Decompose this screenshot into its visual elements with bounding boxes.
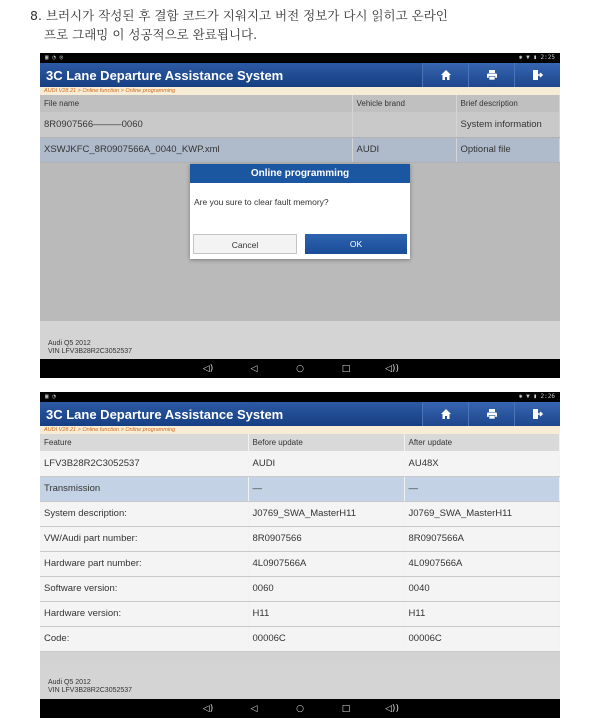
volume-down-icon[interactable]: ◁) bbox=[202, 703, 214, 714]
status-icons-left: ▣ ◔ ◎ bbox=[45, 54, 64, 61]
back-icon[interactable]: ◁ bbox=[250, 703, 258, 714]
vehicle-vin: VIN LFV3B28R2C3052537 bbox=[48, 687, 133, 694]
column-header-feature: Feature bbox=[40, 434, 248, 451]
android-nav-bar bbox=[40, 359, 560, 378]
page-title: 3C Lane Departure Assistance System bbox=[46, 406, 284, 422]
table-row bbox=[40, 501, 560, 526]
home-button[interactable] bbox=[422, 402, 468, 426]
table-row bbox=[40, 451, 560, 476]
cell-before: 8R0907566 bbox=[248, 526, 404, 551]
confirm-dialog bbox=[190, 164, 410, 259]
ok-button[interactable]: OK bbox=[305, 234, 407, 254]
cell-after: 00006C bbox=[404, 626, 560, 651]
exit-icon bbox=[532, 69, 544, 81]
printer-icon bbox=[486, 69, 498, 81]
print-button[interactable] bbox=[468, 402, 514, 426]
home-icon bbox=[440, 69, 452, 81]
vehicle-info bbox=[40, 321, 560, 359]
cell-file-name: 8R0907566———0060 bbox=[40, 112, 352, 137]
app-header bbox=[40, 63, 560, 87]
cancel-button[interactable]: Cancel bbox=[193, 234, 297, 254]
status-bar bbox=[40, 53, 560, 63]
cell-feature: Code: bbox=[40, 626, 248, 651]
volume-down-icon[interactable]: ◁) bbox=[202, 363, 214, 374]
cell-before: 4L0907566A bbox=[248, 551, 404, 576]
back-icon[interactable]: ◁ bbox=[250, 363, 258, 374]
tablet-screen-result bbox=[40, 392, 560, 718]
cell-feature: Hardware version: bbox=[40, 601, 248, 626]
cell-feature: Hardware part number: bbox=[40, 551, 248, 576]
cell-description: System information bbox=[456, 112, 560, 137]
vehicle-info bbox=[40, 661, 560, 699]
table-row bbox=[40, 551, 560, 576]
table-row bbox=[40, 626, 560, 651]
cell-after: H11 bbox=[404, 601, 560, 626]
status-clock: ✱ ▼ ▮ 2:25 bbox=[518, 54, 555, 61]
cell-file-name: XSWJKFC_8R0907566A_0040_KWP.xml bbox=[40, 137, 352, 162]
caption-line-1: 8. 브러시가 작성된 후 결함 코드가 지워지고 버전 정보가 다시 읽히고 온라인 bbox=[30, 8, 448, 23]
cell-after: J0769_SWA_MasterH11 bbox=[404, 501, 560, 526]
home-icon bbox=[440, 408, 452, 420]
column-header-after-update: After update bbox=[404, 434, 560, 451]
app-header bbox=[40, 402, 560, 426]
cell-before: 00006C bbox=[248, 626, 404, 651]
table-row bbox=[40, 576, 560, 601]
exit-button[interactable] bbox=[514, 402, 560, 426]
recents-icon[interactable]: □ bbox=[341, 363, 351, 374]
cell-before: AUDI bbox=[248, 451, 404, 476]
cell-after: AU48X bbox=[404, 451, 560, 476]
cell-feature: System description: bbox=[40, 501, 248, 526]
dialog-title: Online programming bbox=[190, 164, 410, 183]
cell-after: 0040 bbox=[404, 576, 560, 601]
breadcrumb: AUDI V28.21 > Online function > Online programming bbox=[40, 87, 560, 95]
table-row-section bbox=[40, 476, 560, 501]
dialog-message: Are you sure to clear fault memory? bbox=[194, 197, 329, 207]
printer-icon bbox=[486, 408, 498, 420]
page-title: 3C Lane Departure Assistance System bbox=[46, 67, 284, 83]
android-nav-bar bbox=[40, 699, 560, 718]
table-row bbox=[40, 601, 560, 626]
home-nav-icon[interactable]: ○ bbox=[296, 703, 304, 714]
cell-feature: LFV3B28R2C3052537 bbox=[40, 451, 248, 476]
column-header-vehicle-brand: Vehicle brand bbox=[352, 95, 456, 112]
home-nav-icon[interactable]: ○ bbox=[296, 363, 304, 374]
cell-before: H11 bbox=[248, 601, 404, 626]
table-row bbox=[40, 526, 560, 551]
exit-button[interactable] bbox=[514, 63, 560, 87]
cell-description: Optional file bbox=[456, 137, 560, 162]
cell-after: 4L0907566A bbox=[404, 551, 560, 576]
exit-icon bbox=[532, 408, 544, 420]
status-clock: ✱ ▼ ▮ 2:26 bbox=[518, 393, 555, 400]
vehicle-model: Audi Q5 2012 bbox=[48, 340, 91, 347]
cell-feature: Transmission bbox=[40, 476, 248, 501]
column-header-before-update: Before update bbox=[248, 434, 404, 451]
tablet-screen-confirm bbox=[40, 53, 560, 378]
cell-after: — bbox=[404, 476, 560, 501]
vehicle-vin: VIN LFV3B28R2C3052537 bbox=[48, 348, 133, 355]
status-bar bbox=[40, 392, 560, 402]
column-header-file-name: File name bbox=[40, 95, 352, 112]
version-table bbox=[40, 434, 560, 652]
breadcrumb: AUDI V28.21 > Online function > Online programming bbox=[40, 426, 560, 434]
cell-before: — bbox=[248, 476, 404, 501]
column-header-brief-description: Brief description bbox=[456, 95, 560, 112]
print-button[interactable] bbox=[468, 63, 514, 87]
home-button[interactable] bbox=[422, 63, 468, 87]
volume-up-icon[interactable]: ◁)) bbox=[385, 363, 399, 374]
volume-up-icon[interactable]: ◁)) bbox=[385, 703, 399, 714]
step-caption bbox=[30, 6, 570, 44]
cell-vehicle-brand: AUDI bbox=[352, 137, 456, 162]
cell-before: 0060 bbox=[248, 576, 404, 601]
cell-feature: Software version: bbox=[40, 576, 248, 601]
cell-before: J0769_SWA_MasterH11 bbox=[248, 501, 404, 526]
cell-after: 8R0907566A bbox=[404, 526, 560, 551]
status-icons-left: ▣ ◔ bbox=[45, 393, 56, 400]
caption-line-2: 프로 그래밍 이 성공적으로 완료됩니다. bbox=[44, 27, 258, 42]
cell-feature: VW/Audi part number: bbox=[40, 526, 248, 551]
recents-icon[interactable]: □ bbox=[341, 703, 351, 714]
vehicle-model: Audi Q5 2012 bbox=[48, 679, 91, 686]
